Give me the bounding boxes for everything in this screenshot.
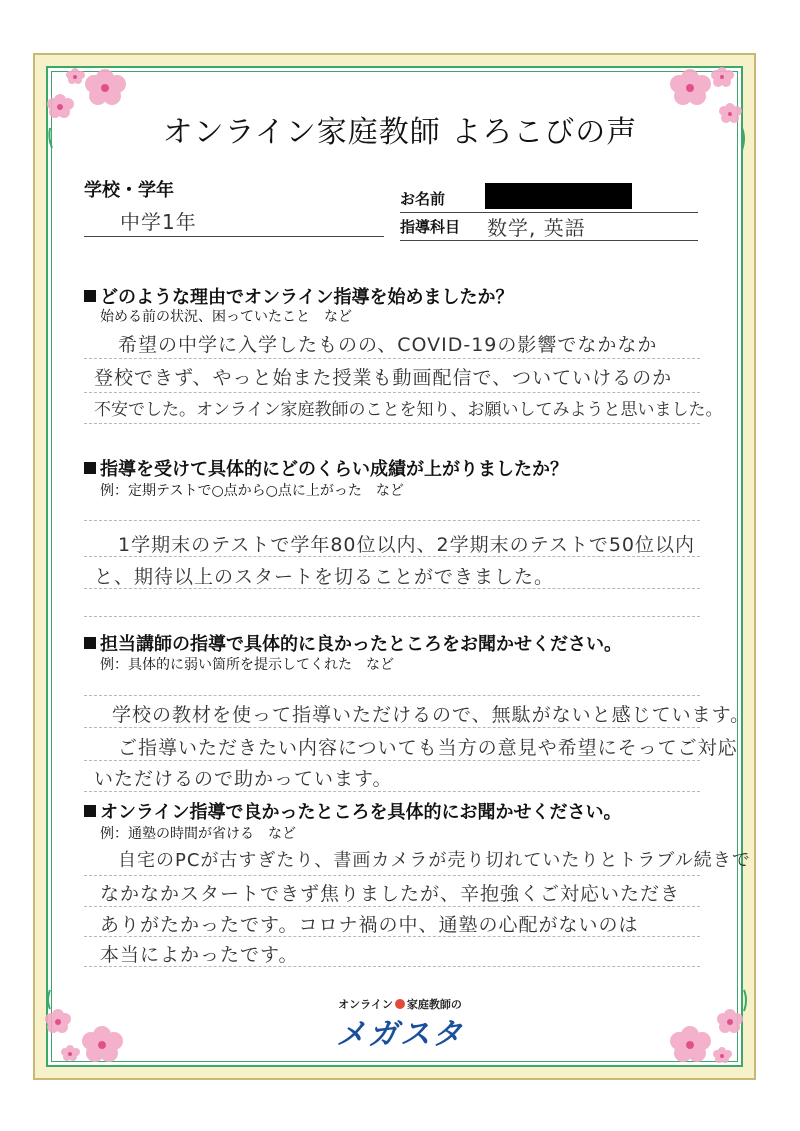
subject-value: 数学, 英語: [487, 216, 586, 240]
name-redaction: [485, 183, 632, 209]
section-4-line-2: なかなかスタートできず焦りましたが、辛抱強くご対応いただき: [100, 883, 681, 905]
ruled-line: [84, 906, 700, 907]
name-label: お名前: [400, 190, 446, 208]
section-2-heading: 指導を受けて具体的にどのくらい成績が上がりましたか？: [84, 455, 568, 481]
section-4-line-1: 自宅のPCが古すぎたり、書画カメラが売り切れていたりとトラブル続きで: [118, 850, 751, 871]
ruled-line: [84, 760, 700, 761]
section-3-heading: 担当講師の指導で具体的に良かったところをお聞かせください。: [84, 630, 622, 656]
section-1-sub: 始める前の状況、困っていたこと など: [100, 309, 352, 325]
section-4-sub: 例：通塾の時間が省ける など: [100, 826, 296, 842]
section-3-sub: 例：具体的に弱い箇所を提示してくれた など: [100, 657, 394, 673]
ruled-line: [84, 520, 700, 521]
section-3-line-1: 学校の教材を使って指導いただけるので、無駄がないと感じています。: [112, 704, 751, 726]
page-title: オンライン家庭教師 よろこびの声: [162, 115, 638, 150]
ruled-line: [84, 791, 700, 792]
ruled-line: [84, 556, 700, 557]
subject-underline: [400, 240, 698, 241]
ruled-line: [84, 966, 700, 967]
ruled-line: [84, 727, 700, 728]
section-4-heading: オンライン指導で良かったところを具体的にお聞かせください。: [84, 798, 621, 824]
section-3-line-2: ご指導いただきたい内容についても当方の意見や希望にそってご対応: [118, 737, 738, 759]
section-2-line-1: 1学期末のテストで学年80位以内、2学期末のテストで50位以内: [118, 534, 696, 556]
section-2-sub: 例：定期テストで○点から○点に上がった など: [100, 483, 404, 499]
section-1-line-2: 登校できず、やっと始また授業も動画配信で、ついていけるのか: [94, 367, 673, 389]
section-2-line-2: と、期待以上のスタートを切ることができました。: [94, 566, 555, 588]
square-bullet-icon: [84, 290, 96, 302]
ruled-line: [84, 616, 700, 617]
school-value: 中学1年: [120, 210, 197, 234]
ruled-line: [84, 875, 700, 876]
square-bullet-icon: [84, 637, 96, 649]
section-4-line-3: ありがたかったです。コロナ禍の中、通塾の心配がないのは: [100, 914, 639, 936]
ruled-line: [84, 423, 700, 424]
section-3-line-3: いただけるので助かっています。: [94, 768, 393, 790]
square-bullet-icon: [84, 805, 96, 817]
square-bullet-icon: [84, 462, 96, 474]
ruled-line: [84, 695, 700, 696]
subject-label: 指導科目: [400, 218, 461, 236]
section-1-line-1: 希望の中学に入学したものの、COVID-19の影響でなかなか: [118, 334, 658, 356]
section-4-line-4: 本当によかったです。: [100, 944, 299, 966]
school-underline: [84, 236, 384, 237]
section-1-line-3: 不安でした。オンライン家庭教師のことを知り、お願いしてみようと思いました。: [94, 400, 723, 420]
logo-mark-icon: [395, 999, 405, 1009]
logo-brand: メガスタ: [336, 1017, 464, 1052]
ruled-line: [84, 358, 700, 359]
school-label: 学校・学年: [84, 180, 174, 201]
ruled-line: [84, 392, 700, 393]
ruled-line: [84, 588, 700, 589]
section-1-heading: どのような理由でオンライン指導を始めましたか？: [84, 283, 513, 309]
ruled-line: [84, 936, 700, 937]
logo-tagline: オンライン 家庭教師の: [338, 998, 462, 1011]
